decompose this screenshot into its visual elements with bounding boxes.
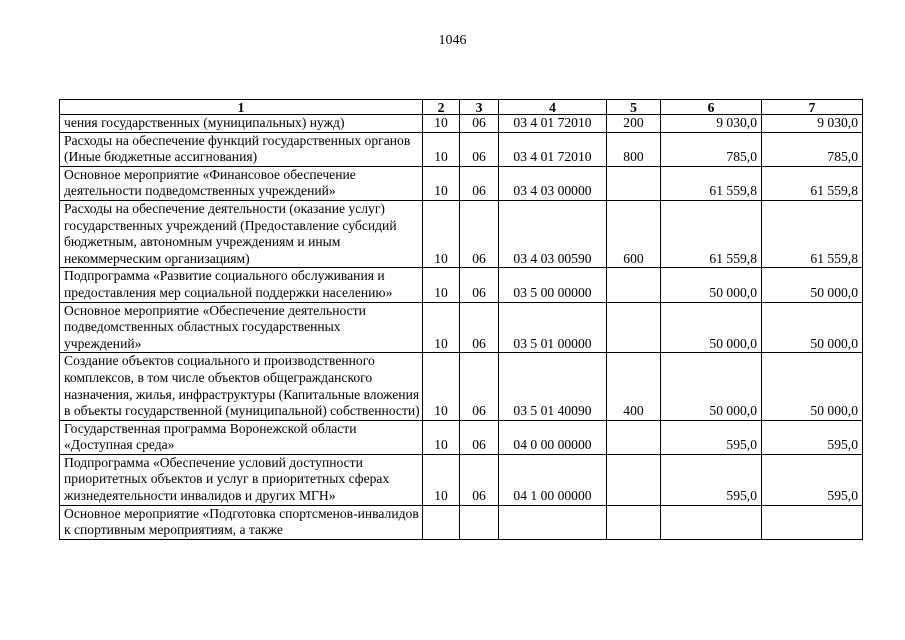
row-amount-2: 595,0 — [762, 420, 863, 454]
row-amount-1: 595,0 — [661, 420, 762, 454]
header-col-5: 5 — [607, 100, 661, 115]
row-subsection — [460, 505, 499, 539]
row-expense-type — [607, 268, 661, 302]
row-name: чения государственных (муниципальных) нужд) — [60, 115, 423, 133]
header-col-3: 3 — [460, 100, 499, 115]
header-col-6: 6 — [661, 100, 762, 115]
row-expense-type: 200 — [607, 115, 661, 133]
row-expense-type: 600 — [607, 200, 661, 267]
row-amount-2: 50 000,0 — [762, 302, 863, 353]
table-row — [60, 132, 863, 166]
row-subsection: 06 — [460, 302, 499, 353]
row-subsection: 06 — [460, 132, 499, 166]
row-amount-2: 61 559,8 — [762, 166, 863, 200]
row-amount-2: 50 000,0 — [762, 353, 863, 420]
row-expense-type: 800 — [607, 132, 661, 166]
row-target-code: 03 5 01 00000 — [499, 302, 607, 353]
row-amount-2: 785,0 — [762, 132, 863, 166]
page-number: 1046 — [438, 33, 467, 48]
row-target-code: 03 4 03 00000 — [499, 166, 607, 200]
header-col-1: 1 — [60, 100, 423, 115]
row-name: Основное мероприятие «Финансовое обеспечение деятельности подведомственных учреждений» — [60, 166, 423, 200]
header-col-4: 4 — [499, 100, 607, 115]
budget-table — [59, 99, 863, 540]
row-section — [423, 505, 460, 539]
row-subsection: 06 — [460, 268, 499, 302]
table-row — [60, 166, 863, 200]
row-amount-2: 595,0 — [762, 454, 863, 505]
row-subsection: 06 — [460, 353, 499, 420]
row-subsection: 06 — [460, 454, 499, 505]
row-name: Расходы на обеспечение деятельности (оказание услуг) государственных учреждений (Предоставление субсидий бюджетным, автономным учреждениям и иным некоммерческим организациям) — [60, 200, 423, 267]
row-expense-type — [607, 166, 661, 200]
row-amount-1: 9 030,0 — [661, 115, 762, 133]
row-amount-1: 61 559,8 — [661, 200, 762, 267]
row-amount-1: 595,0 — [661, 454, 762, 505]
row-amount-2: 61 559,8 — [762, 200, 863, 267]
row-amount-1: 61 559,8 — [661, 166, 762, 200]
row-amount-2: 50 000,0 — [762, 268, 863, 302]
row-name: Основное мероприятие «Обеспечение деятельности подведомственных областных государственных учреждений» — [60, 302, 423, 353]
row-amount-2 — [762, 505, 863, 539]
row-section: 10 — [423, 166, 460, 200]
row-target-code: 03 4 03 00590 — [499, 200, 607, 267]
row-name: Подпрограмма «Обеспечение условий доступности приоритетных объектов и услуг в приоритетных сферах жизнедеятельности инвалидов и других МГН» — [60, 454, 423, 505]
table-row — [60, 115, 863, 133]
row-name: Основное мероприятие «Подготовка спортсменов-инвалидов к спортивным мероприятиям, а также — [60, 505, 423, 539]
row-section: 10 — [423, 420, 460, 454]
table-row — [60, 505, 863, 539]
header-col-7: 7 — [762, 100, 863, 115]
row-expense-type — [607, 505, 661, 539]
row-section: 10 — [423, 200, 460, 267]
table-row — [60, 420, 863, 454]
table-row — [60, 268, 863, 302]
table-row — [60, 302, 863, 353]
row-expense-type: 400 — [607, 353, 661, 420]
header-col-2: 2 — [423, 100, 460, 115]
row-expense-type — [607, 302, 661, 353]
row-amount-1: 50 000,0 — [661, 268, 762, 302]
row-target-code — [499, 505, 607, 539]
row-name: Подпрограмма «Развитие социального обслуживания и предоставления мер социальной поддержки населению» — [60, 268, 423, 302]
header-row — [60, 100, 863, 115]
row-amount-2: 9 030,0 — [762, 115, 863, 133]
table-row — [60, 200, 863, 267]
row-subsection: 06 — [460, 420, 499, 454]
row-amount-1: 785,0 — [661, 132, 762, 166]
row-name: Создание объектов социального и производственного комплексов, в том числе объектов общегражданского назначения, жилья, инфраструктуры (Капитальные вложения в объекты государственной (муниципальной) собственности) — [60, 353, 423, 420]
table-row — [60, 454, 863, 505]
row-target-code: 04 1 00 00000 — [499, 454, 607, 505]
row-amount-1: 50 000,0 — [661, 353, 762, 420]
row-expense-type — [607, 454, 661, 505]
row-name: Государственная программа Воронежской области «Доступная среда» — [60, 420, 423, 454]
row-target-code: 03 5 00 00000 — [499, 268, 607, 302]
row-subsection: 06 — [460, 200, 499, 267]
row-section: 10 — [423, 454, 460, 505]
row-section: 10 — [423, 115, 460, 133]
row-section: 10 — [423, 302, 460, 353]
row-section: 10 — [423, 132, 460, 166]
row-section: 10 — [423, 268, 460, 302]
row-subsection: 06 — [460, 166, 499, 200]
row-amount-1 — [661, 505, 762, 539]
row-target-code: 03 5 01 40090 — [499, 353, 607, 420]
row-section: 10 — [423, 353, 460, 420]
row-expense-type — [607, 420, 661, 454]
row-target-code: 04 0 00 00000 — [499, 420, 607, 454]
table-row — [60, 353, 863, 420]
row-target-code: 03 4 01 72010 — [499, 132, 607, 166]
row-name: Расходы на обеспечение функций государственных органов (Иные бюджетные ассигнования) — [60, 132, 423, 166]
row-target-code: 03 4 01 72010 — [499, 115, 607, 133]
row-amount-1: 50 000,0 — [661, 302, 762, 353]
row-subsection: 06 — [460, 115, 499, 133]
